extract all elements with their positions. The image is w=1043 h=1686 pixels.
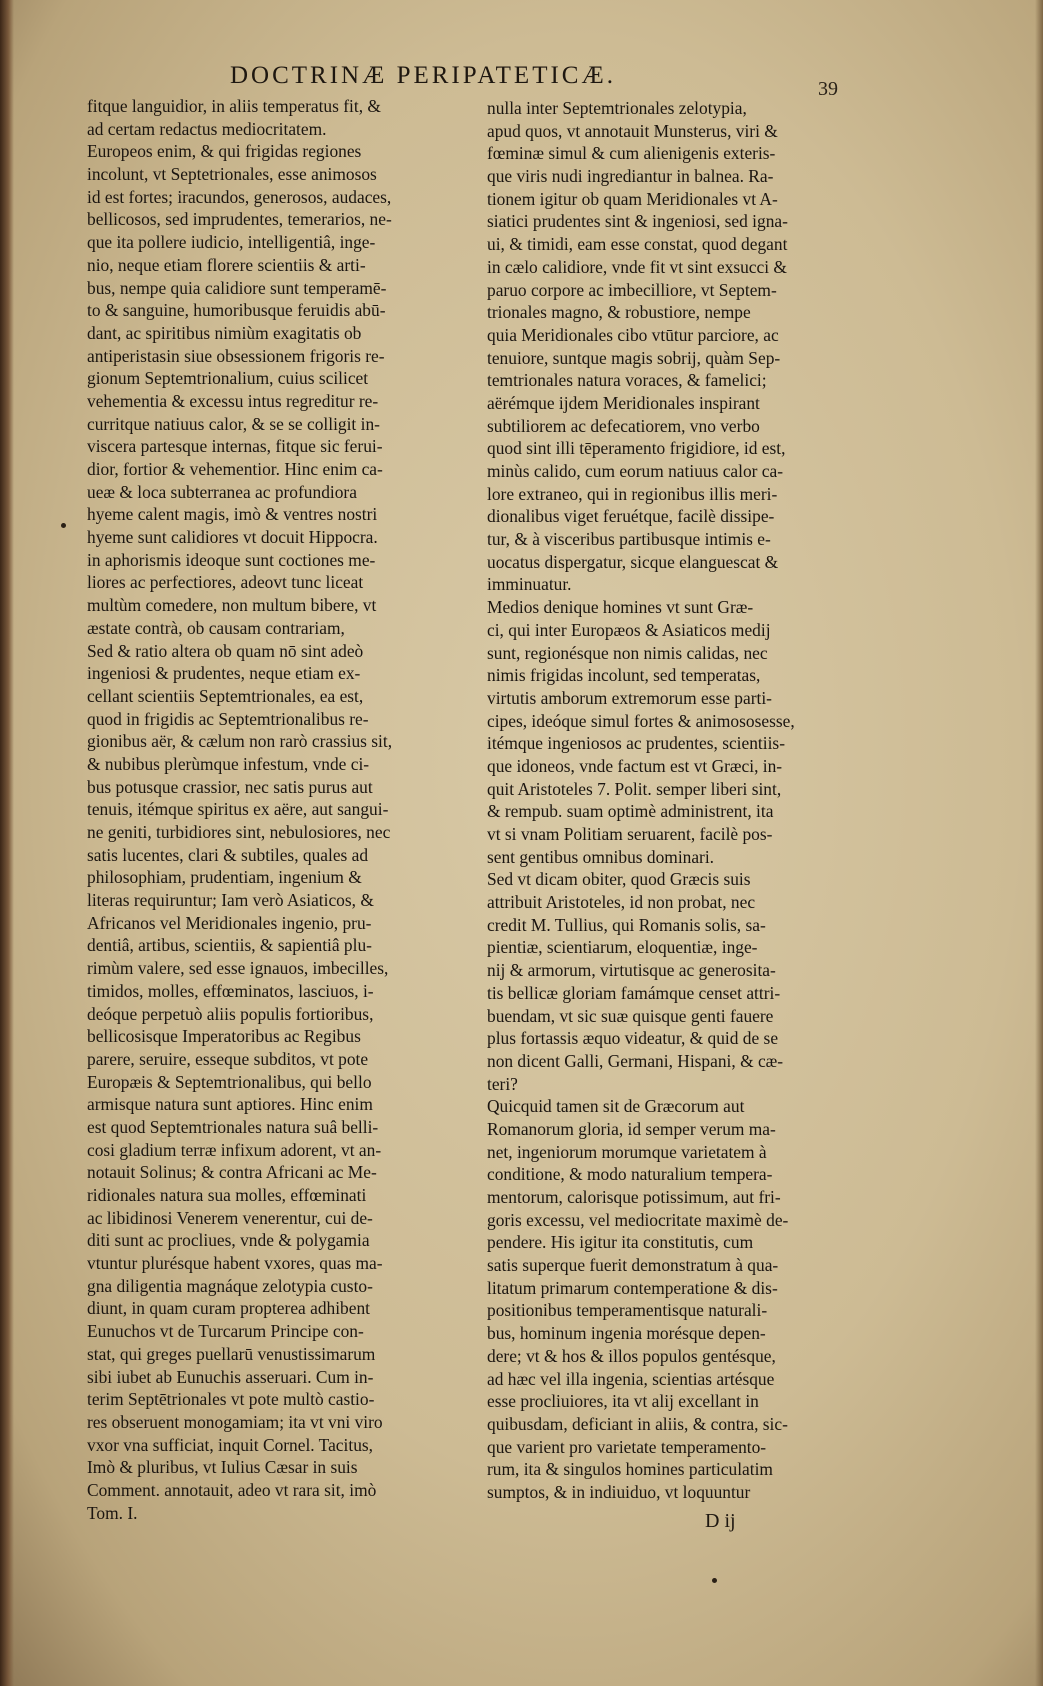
text-line: lore extraneo, qui in regionibus illis meri- [487,483,778,504]
text-line: bus, hominum ingenia morésque depen- [487,1323,766,1344]
text-line: fœminæ simul & cum alienigenis exteris- [487,143,776,164]
text-line: bellicosos, sed imprudentes, temerarios, ne- [87,209,392,230]
text-line: est quod Septemtrionales natura suâ belli- [87,1116,379,1137]
text-line: Comment. annotauit, adeo vt rara sit, imò [87,1479,377,1500]
text-line: diti sunt ac procliues, vnde & polygamia [87,1230,370,1251]
ink-spot [61,523,66,528]
text-line: tenuiore, suntque magis sobrij, quàm Sep- [487,347,781,368]
text-line: que idoneos, vnde factum est vt Græci, in- [487,755,783,776]
text-line: Sed & ratio altera ob quam nō sint adeò [87,640,364,661]
text-line: bus, nempe quia calidiore sunt temperamē- [87,277,387,298]
text-line: nimis frigidas incolunt, sed temperatas, [487,665,761,686]
text-line: & rempub. suam optimè administrent, ita [487,801,774,822]
text-line: pientiæ, scientiarum, eloquentiæ, inge- [487,937,758,958]
text-line: cipes, ideóque simul fortes & animososesse, [487,710,795,731]
text-line: incolunt, vt Septetrionales, esse animosos [87,164,377,185]
text-line: ad hæc vel illa ingenia, scientias artésque [487,1368,775,1389]
text-line: quod in frigidis ac Septemtrionalibus re- [87,708,369,729]
text-line: teri? [487,1073,518,1094]
text-line: curritque natiuus calor, & se se colligit in- [87,413,380,434]
text-line: Europæis & Septemtrionalibus, qui bello [87,1071,372,1092]
text-line: sumptos, & in indiuiduo, vt loquuntur [487,1481,751,1502]
text-line: net, ingeniorum morumque varietatem à [487,1141,767,1162]
text-line: imminuatur. [487,574,572,595]
text-line: æstate contrà, ob causam contrariam, [87,617,345,638]
text-line: goris excessu, vel mediocritate maximè de- [487,1209,789,1230]
text-line: paruo corpore ac imbecilliore, vt Septem- [487,279,777,300]
text-line: tionem igitur ob quam Meridionales vt A- [487,188,778,209]
text-line: vehementia & excessu intus regreditur re- [87,390,379,411]
text-line: fitque languidior, in aliis temperatus fit, & [87,96,381,116]
text-line: multùm comedere, non multum bibere, vt [87,595,377,616]
text-line: quia Meridionales cibo vtūtur parciore, ac [487,324,779,345]
text-line: siatici prudentes sint & ingeniosi, sed igna- [487,211,788,232]
right-text-column [487,97,847,1504]
text-line: res obseruent monogamiam; ita vt vni viro [87,1411,383,1432]
text-line: Medios denique homines vt sunt Græ- [487,597,754,618]
text-line: ac libidinosi Venerem venerentur, cui de- [87,1207,373,1228]
text-line: to & sanguine, humoribusque feruidis abū- [87,300,386,321]
text-line: mentorum, calorisque potissimum, aut fri- [487,1187,781,1207]
left-text-column [87,95,457,1524]
text-line: credit M. Tullius, qui Romanis solis, sa- [487,914,766,935]
text-line: bus potusque crassior, nec satis purus aut [87,776,373,797]
text-line: deóque perpetuò aliis populis fortioribus, [87,1003,374,1024]
text-line: sunt, regionésque non nimis calidas, nec [487,642,768,663]
text-line: stat, qui greges puellarū venustissimarum [87,1343,376,1364]
text-line: & nubibus plerùmque infestum, vnde ci- [87,753,370,774]
text-line: rimùm valere, sed esse ignauos, imbecilles, [87,958,389,979]
text-line: vxor vna sufficiat, inquit Cornel. Tacitus, [87,1434,374,1455]
text-line: Romanorum gloria, id semper verum ma- [487,1118,776,1139]
text-line: uocatus dispergatur, sicque elanguescat & [487,551,779,572]
text-line: trionales magno, & robustiore, nempe [487,302,751,323]
text-line: ci, qui inter Europæos & Asiaticos medij [487,619,771,640]
text-line: apud quos, vt annotauit Munsterus, viri & [487,120,778,141]
running-head: DOCTRINÆ PERIPATETICÆ. [230,62,616,89]
text-line: literas requiruntur; Iam verò Asiaticos, & [87,890,374,911]
text-line: esse procliuiores, ita vt alij excellant in [487,1391,759,1412]
text-line: que varient pro varietate temperamento- [487,1436,767,1457]
text-line: Imò & pluribus, vt Iulius Cæsar in suis [87,1457,358,1478]
text-line: ne geniti, turbidiores sint, nebulosiores, nec [87,822,391,842]
text-line: dentiâ, artibus, scientiis, & sapientiâ plu- [87,935,372,956]
text-line: dant, ac spiritibus nimiùm exagitatis ob [87,322,362,343]
text-line: viscera partesque internas, fitque sic ferui- [87,436,383,457]
text-line: cosi gladium terræ infixum adorent, vt an- [87,1139,382,1160]
text-line: ueæ & loca subterranea ac profundiora [87,481,357,502]
text-line: tis bellicæ gloriam famámque censet attri- [487,982,781,1003]
text-line: Africanos vel Meridionales ingenio, pru- [87,912,372,933]
text-line: ui, & timidi, eam esse constat, quod degant [487,234,788,255]
text-line: nio, neque etiam florere scientiis & arti- [87,254,366,275]
ink-spot [712,1578,717,1583]
text-line: pendere. His igitur ita constitutis, cum [487,1232,754,1253]
text-line: hyeme calent magis, imò & ventres nostri [87,504,378,525]
text-line: plus fortassis æquo videatur, & quid de se [487,1028,779,1049]
text-line: ridionales natura sua molles, effœminati [87,1185,367,1205]
signature-mark: D ij [705,1510,736,1532]
text-line: Quicquid tamen sit de Græcorum aut [487,1096,745,1117]
page-edge-shadow [1035,0,1043,1686]
text-line: cellant scientiis Septemtrionales, ea est, [87,685,364,706]
text-line: nij & armorum, virtutisque ac generosita- [487,960,776,981]
text-line: litatum primarum contemperatione & dis- [487,1277,778,1298]
text-line: rum, ita & singulos homines particulatim [487,1459,773,1480]
page-gutter-shadow [0,0,14,1686]
text-line: satis superque fuerit demonstratum à qua- [487,1255,779,1276]
text-line: in cælo calidiore, vnde fit vt sint exsucci & [487,256,787,277]
text-line: Eunuchos vt de Turcarum Principe con- [87,1321,364,1342]
text-line: quibusdam, deficiant in aliis, & contra, sic- [487,1413,788,1434]
text-line: quod sint illi tēperamento frigidiore, id est, [487,438,786,459]
text-line: notauit Solinus; & contra Africani ac Me- [87,1162,377,1183]
text-line: subtiliorem ac defecatiorem, vno verbo [487,415,760,436]
text-line: non dicent Galli, Germani, Hispani, & cæ- [487,1050,784,1071]
text-line: positionibus temperamentisque naturali- [487,1300,768,1321]
text-line: satis lucentes, clari & subtiles, quales ad [87,844,369,865]
text-line: liores ac perfectiores, adeovt tunc liceat [87,572,364,593]
text-line: vtuntur plurésque habent vxores, quas ma- [87,1253,383,1274]
text-line: nulla inter Septemtrionales zelotypia, [487,98,747,118]
page-number: 39 [818,78,838,100]
text-line: antiperistasin siue obsessionem frigoris re- [87,345,385,366]
text-line: hyeme sunt calidiores vt docuit Hippocra. [87,527,378,548]
text-line: parere, seruire, esseque subditos, vt pote [87,1048,369,1069]
text-line: temtrionales natura voraces, & famelici; [487,370,767,391]
text-line: virtutis amborum extremorum esse parti- [487,687,772,708]
text-line: ingeniosi & prudentes, neque etiam ex- [87,663,361,684]
text-line: buendam, vt sic suæ quisque genti fauere [487,1005,774,1026]
text-line: sent gentibus omnibus dominari. [487,846,715,867]
text-line: dere; vt & hos & illos populos gentésque, [487,1345,776,1366]
text-line: gna diligentia magnáque zelotypia custo- [87,1275,373,1296]
text-line: dior, fortior & vehementior. Hinc enim ca- [87,459,383,479]
text-line: Sed vt dicam obiter, quod Græcis suis [487,869,751,890]
text-line: aërémque ijdem Meridionales inspirant [487,392,760,413]
text-line: id est fortes; iracundos, generosos, audaces, [87,186,392,207]
text-line: tur, & à visceribus partibusque intimis e- [487,529,771,550]
text-line: sibi iubet ab Eunuchis asseruari. Cum in- [87,1366,374,1387]
text-line: vt si vnam Politiam seruarent, facilè pos- [487,824,773,844]
text-line: Tom. I. [87,1502,138,1523]
text-line: ad certam redactus mediocritatem. [87,118,327,139]
text-line: attribuit Aristoteles, id non probat, nec [487,892,756,913]
text-line: que ita pollere iudicio, intelligentiâ, inge- [87,232,376,253]
text-line: Europeos enim, & qui frigidas regiones [87,141,362,162]
text-line: armisque natura sunt aptiores. Hinc enim [87,1094,373,1115]
text-line: timidos, molles, effœminatos, lasciuos, i- [87,980,374,1001]
text-line: quit Aristoteles 7. Polit. semper liberi sint, [487,778,782,799]
text-line: terim Septētrionales vt pote multò castio- [87,1389,375,1410]
text-line: gionibus aër, & cælum non rarò crassius sit, [87,731,393,752]
text-line: tenuis, itémque spiritus ex aëre, aut sangui- [87,799,389,820]
text-line: diunt, in quam curam propterea adhibent [87,1298,370,1319]
text-line: que viris nudi ingrediantur in balnea. Ra- [487,166,774,187]
text-line: philosophiam, prudentiam, ingenium & [87,867,362,888]
text-line: in aphorismis ideoque sunt coctiones me- [87,549,376,570]
text-line: itémque ingeniosos ac prudentes, scientiis- [487,733,785,754]
text-line: dionalibus viget feruétque, facilè dissipe- [487,506,775,527]
text-line: conditione, & modo naturalium tempera- [487,1164,773,1185]
text-line: minùs calido, cum eorum natiuus calor ca- [487,461,784,481]
text-line: gionum Septemtrionalium, cuius scilicet [87,368,369,389]
text-line: bellicosisque Imperatoribus ac Regibus [87,1026,361,1047]
